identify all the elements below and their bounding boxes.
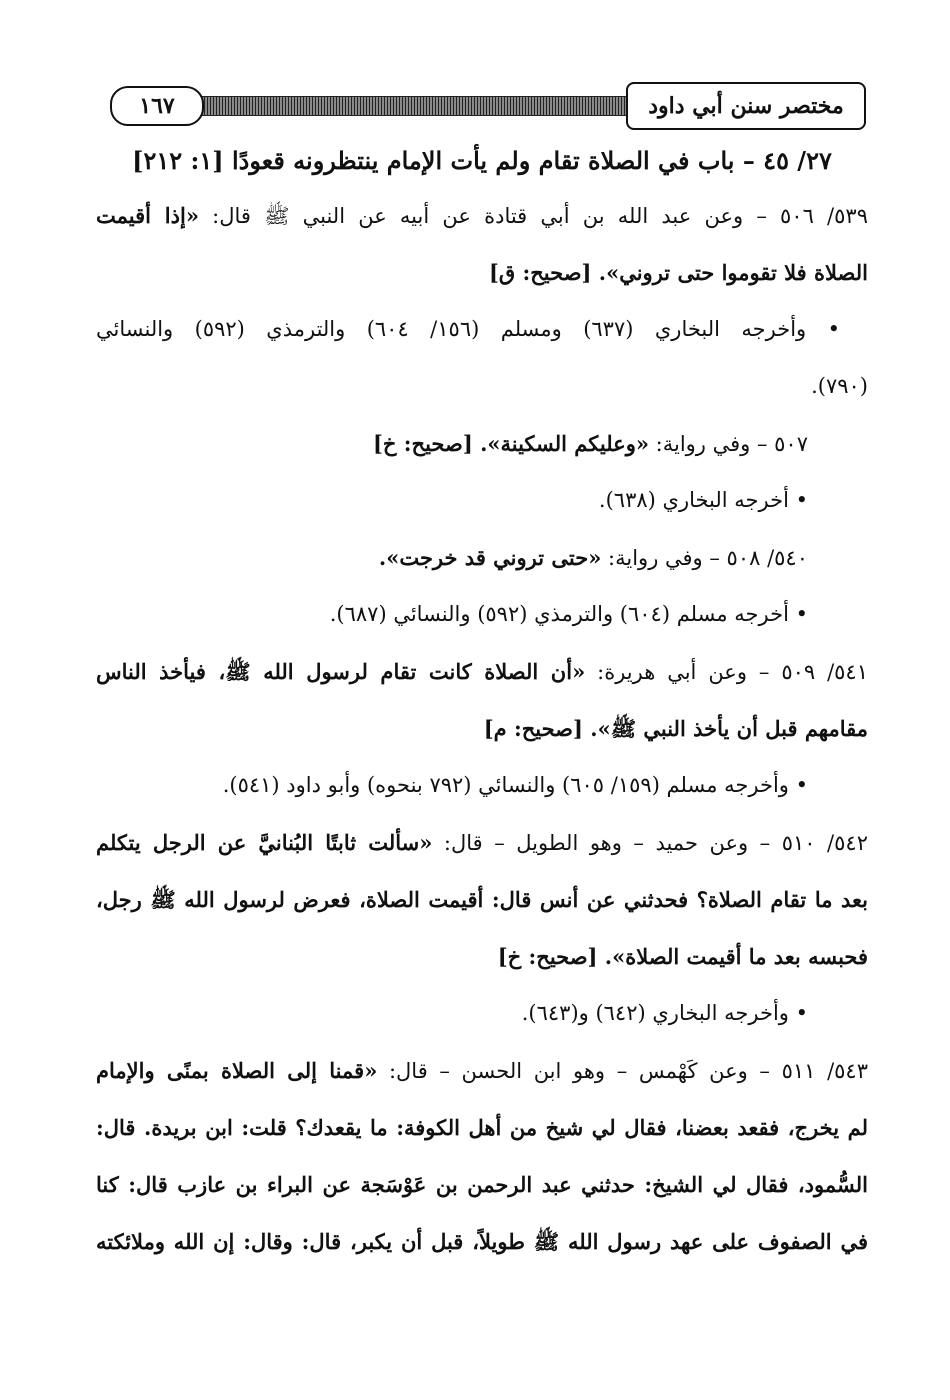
text-line-4	[96, 358, 868, 415]
text-span: فحبسه بعد ما أقيمت الصلاة». [صحيح: خ]	[497, 944, 868, 969]
text-span: «حتى تروني قد خرجت».	[378, 545, 602, 570]
text-line-1	[96, 187, 868, 244]
text-line-5	[96, 415, 868, 472]
text-line-3	[96, 301, 868, 358]
page-number: ١٦٧	[110, 86, 204, 126]
header-decorative-bar	[156, 96, 628, 116]
text-span: في الصفوف على عهد رسول الله ﷺ طويلاً، قبل أن يكبر، قال: وقال: إن الله وملائكته	[96, 1229, 868, 1254]
text-span: «وعليكم السكينة». [صحيح: خ]	[372, 431, 649, 456]
text-line-16	[96, 1042, 868, 1099]
text-span: • أخرجه البخاري (٦٣٨).	[598, 488, 808, 512]
text-span: «سألت ثابتًا البُنانيَّ عن الرجل يتكلم	[96, 830, 433, 855]
text-line-11	[96, 757, 868, 814]
text-span: • وأخرجه البخاري (٦٤٢) و(٦٤٣).	[521, 1001, 808, 1025]
text-line-14	[96, 928, 868, 985]
text-line-17	[96, 1099, 868, 1156]
text-line-6	[96, 472, 868, 529]
page-header	[96, 82, 866, 130]
text-span: لم يخرج، فقعد بعضنا، فقال لي شيخ من أهل الكوفة: ما يقعدك؟ قلت: ابن بريدة. قال:	[96, 1115, 868, 1140]
text-line-13	[96, 871, 868, 928]
text-span: بعد ما تقام الصلاة؟ فحدثني عن أنس قال: أقيمت الصلاة، فعرض لرسول الله ﷺ رجل،	[96, 887, 868, 912]
chapter-title: ٢٧/ ٤٥ – باب في الصلاة تقام ولم يأت الإمام ينتظرونه قعودًا [١: ٢١٢]	[132, 146, 832, 175]
text-span: • وأخرجه البخاري (٦٣٧) ومسلم (١٥٦/ ٦٠٤) والترمذي (٥٩٢) والنسائي	[96, 317, 840, 341]
text-line-7	[96, 529, 868, 586]
page-body	[96, 135, 868, 1270]
text-span: مقامهم قبل أن يأخذ النبي ﷺ». [صحيح: م]	[483, 716, 868, 741]
text-span: «قمنا إلى الصلاة بمنًى والإمام	[96, 1058, 378, 1083]
text-line-15	[96, 985, 868, 1042]
text-line-19	[96, 1213, 868, 1270]
text-span: ٥٤٢/ ٥١٠ – وعن حميد – وهو الطويل – قال:	[432, 831, 868, 855]
text-line-8	[96, 586, 868, 643]
text-span: • وأخرجه مسلم (١٥٩/ ٦٠٥) والنسائي (٧٩٢ بنحوه) وأبو داود (٥٤١).	[222, 773, 808, 797]
text-span: ٥٤٠/ ٥٠٨ – وفي رواية:	[601, 546, 808, 570]
text-span: «أن الصلاة كانت تقام لرسول الله ﷺ، فيأخذ الناس	[96, 659, 586, 684]
text-span: الصلاة فلا تقوموا حتى تروني». [صحيح: ق]	[488, 260, 868, 285]
text-span: • أخرجه مسلم (٦٠٤) والترمذي (٥٩٢) والنسائي (٦٨٧).	[329, 602, 808, 626]
text-line-12	[96, 814, 868, 871]
text-span: ٥٤١/ ٥٠٩ – وعن أبي هريرة:	[585, 660, 868, 684]
text-line-9	[96, 643, 868, 700]
text-line-10	[96, 700, 868, 757]
text-span: (٧٩٠).	[811, 374, 868, 398]
text-span: ٥٤٣/ ٥١١ – وعن كَهْمس – وهو ابن الحسن – قال:	[377, 1059, 868, 1083]
text-span: ٥٣٩/ ٥٠٦ – وعن عبد الله بن أبي قتادة عن أبيه عن النبي ﷺ قال:	[198, 204, 868, 228]
text-line-2	[96, 244, 868, 301]
text-line-18	[96, 1156, 868, 1213]
text-span: «إذا أقيمت	[96, 203, 199, 228]
text-span: السُّمود، فقال لي الشيخ: حدثني عبد الرحمن بن عَوْسَجة عن البراء بن عازب قال: كنا	[96, 1172, 868, 1197]
book-title: مختصر سنن أبي داود	[626, 82, 866, 130]
text-span: ٥٠٧ – وفي رواية:	[648, 432, 808, 456]
